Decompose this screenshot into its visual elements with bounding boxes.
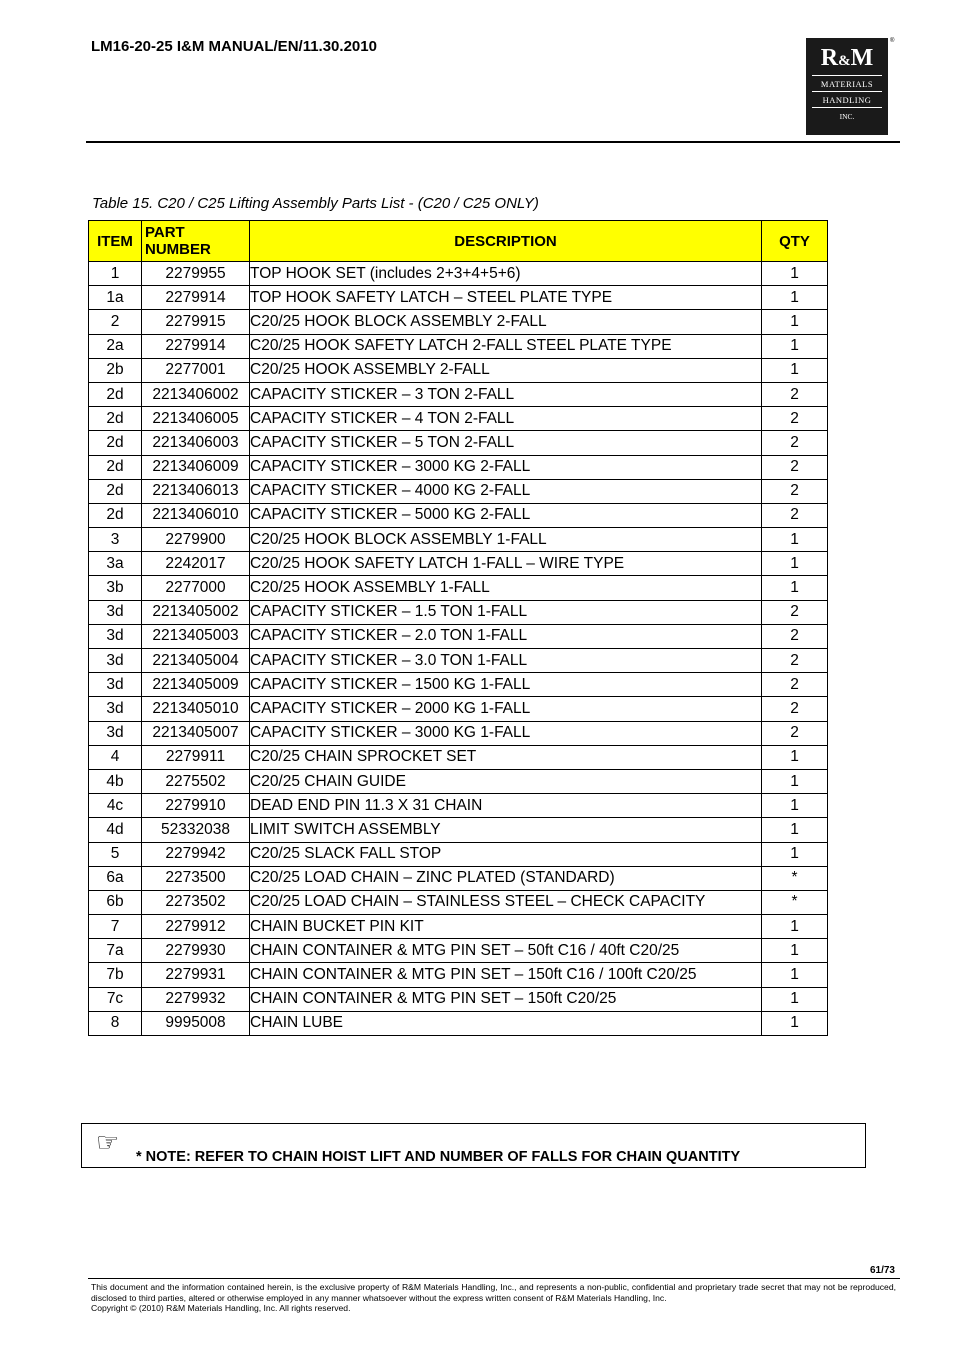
part-number-cell: 2279912 <box>142 915 250 939</box>
part-number-cell: 2279914 <box>142 334 250 358</box>
table-row <box>89 963 828 987</box>
description-cell: TOP HOOK SAFETY LATCH – STEEL PLATE TYPE <box>250 286 762 310</box>
description-cell: CAPACITY STICKER – 5000 KG 2-FALL <box>250 503 762 527</box>
qty-cell: 1 <box>762 745 828 769</box>
item-cell: 7b <box>89 963 142 987</box>
header-qty: QTY <box>762 221 828 262</box>
part-number-cell: 2279930 <box>142 939 250 963</box>
item-cell: 2d <box>89 455 142 479</box>
table-row <box>89 334 828 358</box>
qty-cell: 1 <box>762 358 828 382</box>
item-cell: 3d <box>89 721 142 745</box>
part-number-cell: 2213405002 <box>142 600 250 624</box>
item-cell: 2d <box>89 479 142 503</box>
table-row <box>89 407 828 431</box>
part-number-cell: 2213405007 <box>142 721 250 745</box>
part-number-cell: 2273500 <box>142 866 250 890</box>
page-number: 61/73 <box>869 1265 895 1276</box>
table-row <box>89 987 828 1011</box>
item-cell: 2d <box>89 382 142 406</box>
description-cell: TOP HOOK SET (includes 2+3+4+5+6) <box>250 262 762 286</box>
item-cell: 3 <box>89 528 142 552</box>
table-row <box>89 745 828 769</box>
qty-cell: * <box>762 890 828 914</box>
item-cell: 4b <box>89 769 142 793</box>
header-part-line1: PART <box>145 224 185 241</box>
part-number-cell: 2213406005 <box>142 407 250 431</box>
qty-cell: 2 <box>762 455 828 479</box>
header-description: DESCRIPTION <box>250 221 762 262</box>
part-number-cell: 2213405004 <box>142 649 250 673</box>
qty-cell: 2 <box>762 600 828 624</box>
description-cell: CAPACITY STICKER – 4000 KG 2-FALL <box>250 479 762 503</box>
part-number-cell: 2273502 <box>142 890 250 914</box>
table-row <box>89 479 828 503</box>
qty-cell: 1 <box>762 769 828 793</box>
item-cell: 2 <box>89 310 142 334</box>
table-row <box>89 842 828 866</box>
part-number-cell: 2213406002 <box>142 382 250 406</box>
logo-monogram: R&M <box>820 45 874 71</box>
header-part-line2: NUMBER <box>145 241 211 258</box>
part-number-cell: 2275502 <box>142 769 250 793</box>
qty-cell: 1 <box>762 842 828 866</box>
registered-mark: ® <box>890 38 895 44</box>
item-cell: 4c <box>89 794 142 818</box>
item-cell: 6a <box>89 866 142 890</box>
part-number-cell: 2213406003 <box>142 431 250 455</box>
part-number-cell: 2213406010 <box>142 503 250 527</box>
copyright-text: Copyright © (2010) R&M Materials Handling, Inc. All rights reserved. <box>91 1303 351 1314</box>
part-number-cell: 2279931 <box>142 963 250 987</box>
table-row <box>89 890 828 914</box>
description-cell: CAPACITY STICKER – 2000 KG 1-FALL <box>250 697 762 721</box>
table-row <box>89 915 828 939</box>
item-cell: 3d <box>89 624 142 648</box>
description-cell: CHAIN CONTAINER & MTG PIN SET – 50ft C16 / 40ft C20/25 <box>250 939 762 963</box>
pointing-hand-icon: ☞ <box>96 1127 120 1157</box>
qty-cell: 2 <box>762 721 828 745</box>
part-number-cell: 2279910 <box>142 794 250 818</box>
note-box <box>81 1123 866 1168</box>
part-number-cell: 2279932 <box>142 987 250 1011</box>
item-cell: 2b <box>89 358 142 382</box>
item-cell: 4d <box>89 818 142 842</box>
part-number-cell: 2277001 <box>142 358 250 382</box>
description-cell: C20/25 LOAD CHAIN – STAINLESS STEEL – CHECK CAPACITY <box>250 890 762 914</box>
qty-cell: 1 <box>762 987 828 1011</box>
part-number-cell: 2279900 <box>142 528 250 552</box>
item-cell: 2d <box>89 431 142 455</box>
table-row <box>89 721 828 745</box>
table-row <box>89 455 828 479</box>
description-cell: C20/25 SLACK FALL STOP <box>250 842 762 866</box>
table-body <box>89 262 828 1036</box>
logo-line-1: MATERIALS <box>812 75 882 91</box>
table-row <box>89 818 828 842</box>
table-row <box>89 358 828 382</box>
description-cell: CAPACITY STICKER – 3000 KG 2-FALL <box>250 455 762 479</box>
part-number-cell: 9995008 <box>142 1011 250 1035</box>
description-cell: C20/25 HOOK ASSEMBLY 1-FALL <box>250 576 762 600</box>
qty-cell: 2 <box>762 503 828 527</box>
description-cell: CAPACITY STICKER – 4 TON 2-FALL <box>250 407 762 431</box>
header-divider <box>86 141 900 143</box>
item-cell: 2a <box>89 334 142 358</box>
description-cell: CHAIN LUBE <box>250 1011 762 1035</box>
table-row <box>89 382 828 406</box>
table-header-row <box>89 221 828 262</box>
item-cell: 7c <box>89 987 142 1011</box>
qty-cell: 2 <box>762 382 828 406</box>
qty-cell: 1 <box>762 334 828 358</box>
qty-cell: 1 <box>762 310 828 334</box>
item-cell: 5 <box>89 842 142 866</box>
description-cell: C20/25 HOOK SAFETY LATCH 2-FALL STEEL PLATE TYPE <box>250 334 762 358</box>
document-id: LM16-20-25 I&M MANUAL/EN/11.30.2010 <box>91 38 377 55</box>
item-cell: 4 <box>89 745 142 769</box>
item-cell: 6b <box>89 890 142 914</box>
footer-disclaimer <box>91 1282 896 1314</box>
description-cell: C20/25 HOOK BLOCK ASSEMBLY 1-FALL <box>250 528 762 552</box>
qty-cell: 1 <box>762 1011 828 1035</box>
item-cell: 7a <box>89 939 142 963</box>
description-cell: C20/25 LOAD CHAIN – ZINC PLATED (STANDARD) <box>250 866 762 890</box>
qty-cell: 2 <box>762 697 828 721</box>
item-cell: 3d <box>89 697 142 721</box>
part-number-cell: 2277000 <box>142 576 250 600</box>
item-cell: 3d <box>89 673 142 697</box>
table-row <box>89 262 828 286</box>
qty-cell: 1 <box>762 939 828 963</box>
part-number-cell: 2213406013 <box>142 479 250 503</box>
description-cell: CAPACITY STICKER – 1.5 TON 1-FALL <box>250 600 762 624</box>
part-number-cell: 2213405010 <box>142 697 250 721</box>
table-row <box>89 431 828 455</box>
item-cell: 1a <box>89 286 142 310</box>
description-cell: CAPACITY STICKER – 2.0 TON 1-FALL <box>250 624 762 648</box>
item-cell: 3d <box>89 649 142 673</box>
qty-cell: 1 <box>762 915 828 939</box>
qty-cell: 1 <box>762 818 828 842</box>
disclaimer-text: This document and the information contained herein, is the exclusive property of R&M Materials Handling, Inc., and represents a non-public, confidential and proprietary trade secret that may not be reproduced, disclosed to third parties, altered or otherwise employed in any manner whatsoever without the express written consent of R&M Materials Handling, Inc. <box>91 1282 896 1303</box>
description-cell: CAPACITY STICKER – 5 TON 2-FALL <box>250 431 762 455</box>
description-cell: C20/25 HOOK BLOCK ASSEMBLY 2-FALL <box>250 310 762 334</box>
description-cell: CAPACITY STICKER – 1500 KG 1-FALL <box>250 673 762 697</box>
table-row <box>89 310 828 334</box>
header-item: ITEM <box>89 221 142 262</box>
qty-cell: 2 <box>762 673 828 697</box>
qty-cell: 1 <box>762 286 828 310</box>
table-row <box>89 697 828 721</box>
item-cell: 2d <box>89 503 142 527</box>
description-cell: LIMIT SWITCH ASSEMBLY <box>250 818 762 842</box>
item-cell: 2d <box>89 407 142 431</box>
part-number-cell: 2279955 <box>142 262 250 286</box>
item-cell: 3b <box>89 576 142 600</box>
qty-cell: 2 <box>762 407 828 431</box>
item-cell: 1 <box>89 262 142 286</box>
qty-cell: 1 <box>762 963 828 987</box>
qty-cell: 1 <box>762 528 828 552</box>
qty-cell: 2 <box>762 624 828 648</box>
description-cell: CHAIN CONTAINER & MTG PIN SET – 150ft C20/25 <box>250 987 762 1011</box>
table-row <box>89 552 828 576</box>
company-logo <box>806 38 888 135</box>
table-row <box>89 866 828 890</box>
item-cell: 8 <box>89 1011 142 1035</box>
qty-cell: 1 <box>762 262 828 286</box>
table-caption: Table 15. C20 / C25 Lifting Assembly Parts List - (C20 / C25 ONLY) <box>92 195 539 212</box>
part-number-cell: 2213406009 <box>142 455 250 479</box>
qty-cell: 2 <box>762 431 828 455</box>
description-cell: DEAD END PIN 11.3 X 31 CHAIN <box>250 794 762 818</box>
table-row <box>89 600 828 624</box>
qty-cell: 2 <box>762 479 828 503</box>
item-cell: 3a <box>89 552 142 576</box>
part-number-cell: 2279911 <box>142 745 250 769</box>
description-cell: CAPACITY STICKER – 3.0 TON 1-FALL <box>250 649 762 673</box>
table-row <box>89 1011 828 1035</box>
table-row <box>89 939 828 963</box>
qty-cell: * <box>762 866 828 890</box>
header-part-number <box>142 221 250 262</box>
table-row <box>89 503 828 527</box>
table-row <box>89 624 828 648</box>
part-number-cell: 2279915 <box>142 310 250 334</box>
logo-line-3: INC. <box>839 112 855 121</box>
table-row <box>89 528 828 552</box>
part-number-cell: 2279942 <box>142 842 250 866</box>
part-number-cell: 2242017 <box>142 552 250 576</box>
part-number-cell: 2213405003 <box>142 624 250 648</box>
qty-cell: 1 <box>762 552 828 576</box>
parts-table <box>88 220 828 1036</box>
qty-cell: 1 <box>762 794 828 818</box>
table-row <box>89 649 828 673</box>
part-number-cell: 2213405009 <box>142 673 250 697</box>
qty-cell: 2 <box>762 649 828 673</box>
table-row <box>89 576 828 600</box>
description-cell: C20/25 HOOK SAFETY LATCH 1-FALL – WIRE TYPE <box>250 552 762 576</box>
qty-cell: 1 <box>762 576 828 600</box>
description-cell: C20/25 CHAIN GUIDE <box>250 769 762 793</box>
part-number-cell: 2279914 <box>142 286 250 310</box>
item-cell: 7 <box>89 915 142 939</box>
table-row <box>89 769 828 793</box>
description-cell: CHAIN CONTAINER & MTG PIN SET – 150ft C16 / 100ft C20/25 <box>250 963 762 987</box>
item-cell: 3d <box>89 600 142 624</box>
logo-line-2: HANDLING <box>812 91 882 108</box>
description-cell: C20/25 CHAIN SPROCKET SET <box>250 745 762 769</box>
table-row <box>89 673 828 697</box>
part-number-cell: 52332038 <box>142 818 250 842</box>
note-text: * NOTE: REFER TO CHAIN HOIST LIFT AND NUMBER OF FALLS FOR CHAIN QUANTITY <box>136 1149 741 1165</box>
table-row <box>89 286 828 310</box>
table-row <box>89 794 828 818</box>
description-cell: CAPACITY STICKER – 3 TON 2-FALL <box>250 382 762 406</box>
description-cell: CAPACITY STICKER – 3000 KG 1-FALL <box>250 721 762 745</box>
footer-divider <box>88 1278 900 1279</box>
description-cell: C20/25 HOOK ASSEMBLY 2-FALL <box>250 358 762 382</box>
description-cell: CHAIN BUCKET PIN KIT <box>250 915 762 939</box>
